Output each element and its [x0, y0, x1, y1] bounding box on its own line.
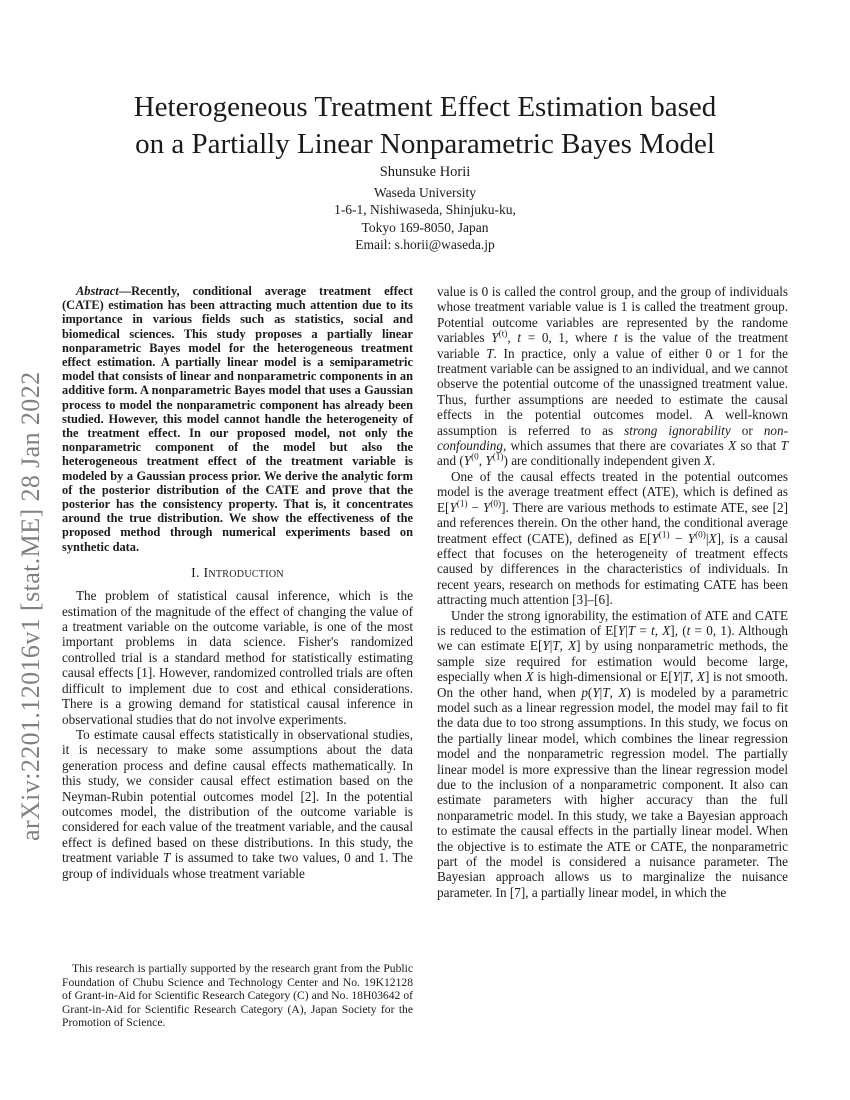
right-column [437, 284, 788, 900]
intro-paragraph-2: To estimate causal effects statistically in observational studies, it is necessary to make some assumptions about the data generation process and define causal effects mathematically. In this study, we consider causal effect estimation based on the Neyman-Rubin potential outcomes model [2]. In the potential outcomes model, the distribution of the outcome variable is considered for each value of the treatment variable, and the causal effect is defined based on these distributions. In this study, the treatment variable T is assumed to take two values, 0 and 1. The group of individuals whose treatment variable [62, 726, 413, 881]
paper-title-line2: on a Partially Linear Nonparametric Bayes Model [135, 128, 715, 161]
abstract-label: Abstract [76, 284, 119, 298]
author-affiliation: Waseda University [373, 184, 476, 200]
right-paragraph-3: Under the strong ignorability, the estimation of ATE and CATE is reduced to the estimation of E[Y|T = t, X], (t = 0, 1). Although we can estimate E[Y|T, X] by using nonparametric methods, the sample size required for estimation would become large, especially when X is high-dimensional or E[Y|T, X] is not smooth. On the other hand, when p(Y|T, X) is modeled by a parametric model such as a linear regression model, the model may fail to fit the data due to too strong assumptions. In this study, we focus on the partially linear model, which combines the linear regression model and the nonparametric regression model. The partially linear model is more expressive than the linear regression model due to the inclusion of a nonparametric component. It also can estimate parameters with higher accuracy than the full nonparametric model. In this study, we take a Bayesian approach to estimate the causal effects in the partially linear model. When the objective is to estimate the ATE or CATE, the nonparametric part of the model is considered a nuisance parameter. The Bayesian approach allows us to marginalize the nuisance parameter. In [7], a partially linear model, in which the [437, 607, 788, 900]
paper-title-line1: Heterogeneous Treatment Effect Estimation based [133, 91, 717, 124]
intro-paragraph-1: The problem of statistical causal inference, which is the estimation of the magnitude of the effect of changing the value of a treatment variable on the outcome variable, is one of the most important problems in data science. Fisher's randomized controlled trial is a standard method for statistically estimating causal effects [1]. However, randomized controlled trials are often difficult to implement due to cost and ethical considerations. There is a growing demand for statistical causal inference in observational studies that do not involve experiments. [62, 588, 413, 727]
right-paragraph-2: One of the causal effects treated in the potential outcomes model is the average treatment effect (ATE), which is defined as $E[Y^{(1)} - Y^{(0)}]$. There are various methods to estimate ATE, see [2] and references therein. On the other hand, the conditional average treatment effect (CATE), defined as $E[Y^{(1)} - Y^{(0)}|X]$, is a causal effect that focuses on the heterogeneity of treatment effects caused by differences in the characteristics of individuals. In recent years, research on methods for estimating CATE has been attracting much attention [3]–[6]. [437, 468, 788, 608]
arxiv-watermark: arXiv:2201.12016v1 [stat.ME] 28 Jan 2022 [16, 371, 45, 841]
author-block [0, 164, 850, 254]
right-paragraph-1: value is 0 is called the control group, and the group of individuals whose treatment variable value is 1 is called the treatment group. Potential outcome variables are represented by the randome variables $Y^{(t)}$, t = 0, 1, where t is the value of the treatment variable T. In practice, only a value of either 0 or 1 for the treatment variable can be assigned to an individual, and we cannot observe the potential outcome of the unassigned treatment value. Thus, further assumptions are needed to estimate the causal effects in the potential outcomes model. A well-known assumption is referred to as strong ignorability or non-confounding, which assumes that there are covariates X so that T and ($Y^{(0}$, $Y^{(1)}$) are conditionally independent given X. [437, 284, 789, 469]
funding-footnote: This research is partially supported by the research grant from the Public Foundation of Chubu Science and Technology Center and No. 19K12128 of Grant-in-Aid for Scientific Research Category (C) and No. 18H03642 of Grant-in-Aid for Scientific Research Category (A), Japan Society for the Promotion of Science. [62, 962, 413, 1030]
paper-title [0, 89, 850, 163]
author-address-line1: 1-6-1, Nishiwaseda, Shinjuku-ku, [334, 202, 516, 217]
author-email: Email: s.horii@waseda.jp [355, 237, 495, 252]
abstract-paragraph [62, 284, 413, 554]
author-address-line2: Tokyo 169-8050, Japan [361, 219, 489, 235]
author-name: Shunsuke Horii [379, 164, 471, 180]
abstract-text: —Recently, conditional average treatment effect (CATE) estimation has been attracting much attention due to its importance in various fields such as statistics, social and biomedical sciences. This study proposes a partially linear nonparametric Bayes model for the heterogeneous treatment effect estimation. A partially linear model is a semiparametric model that consists of linear and nonparametric components in an additive form. A nonparametric Bayes model that uses a Gaussian process to model the nonparametric component has already been studied. However, this model cannot handle the heterogeneity of the treatment effect. In our proposed model, not only the nonparametric component of the model but also the heterogeneous treatment effect of the treatment variable is modeled by a Gaussian process prior. We derive the analytic form of the posterior distribution of the CATE and prove that the posterior has the consistency property. That is, it concentrates around the true distribution. We show the effectiveness of the proposed method through numerical experiments based on synthetic data. [62, 284, 413, 554]
section-heading-introduction: I. Introduction [191, 564, 284, 580]
left-column [62, 284, 413, 881]
